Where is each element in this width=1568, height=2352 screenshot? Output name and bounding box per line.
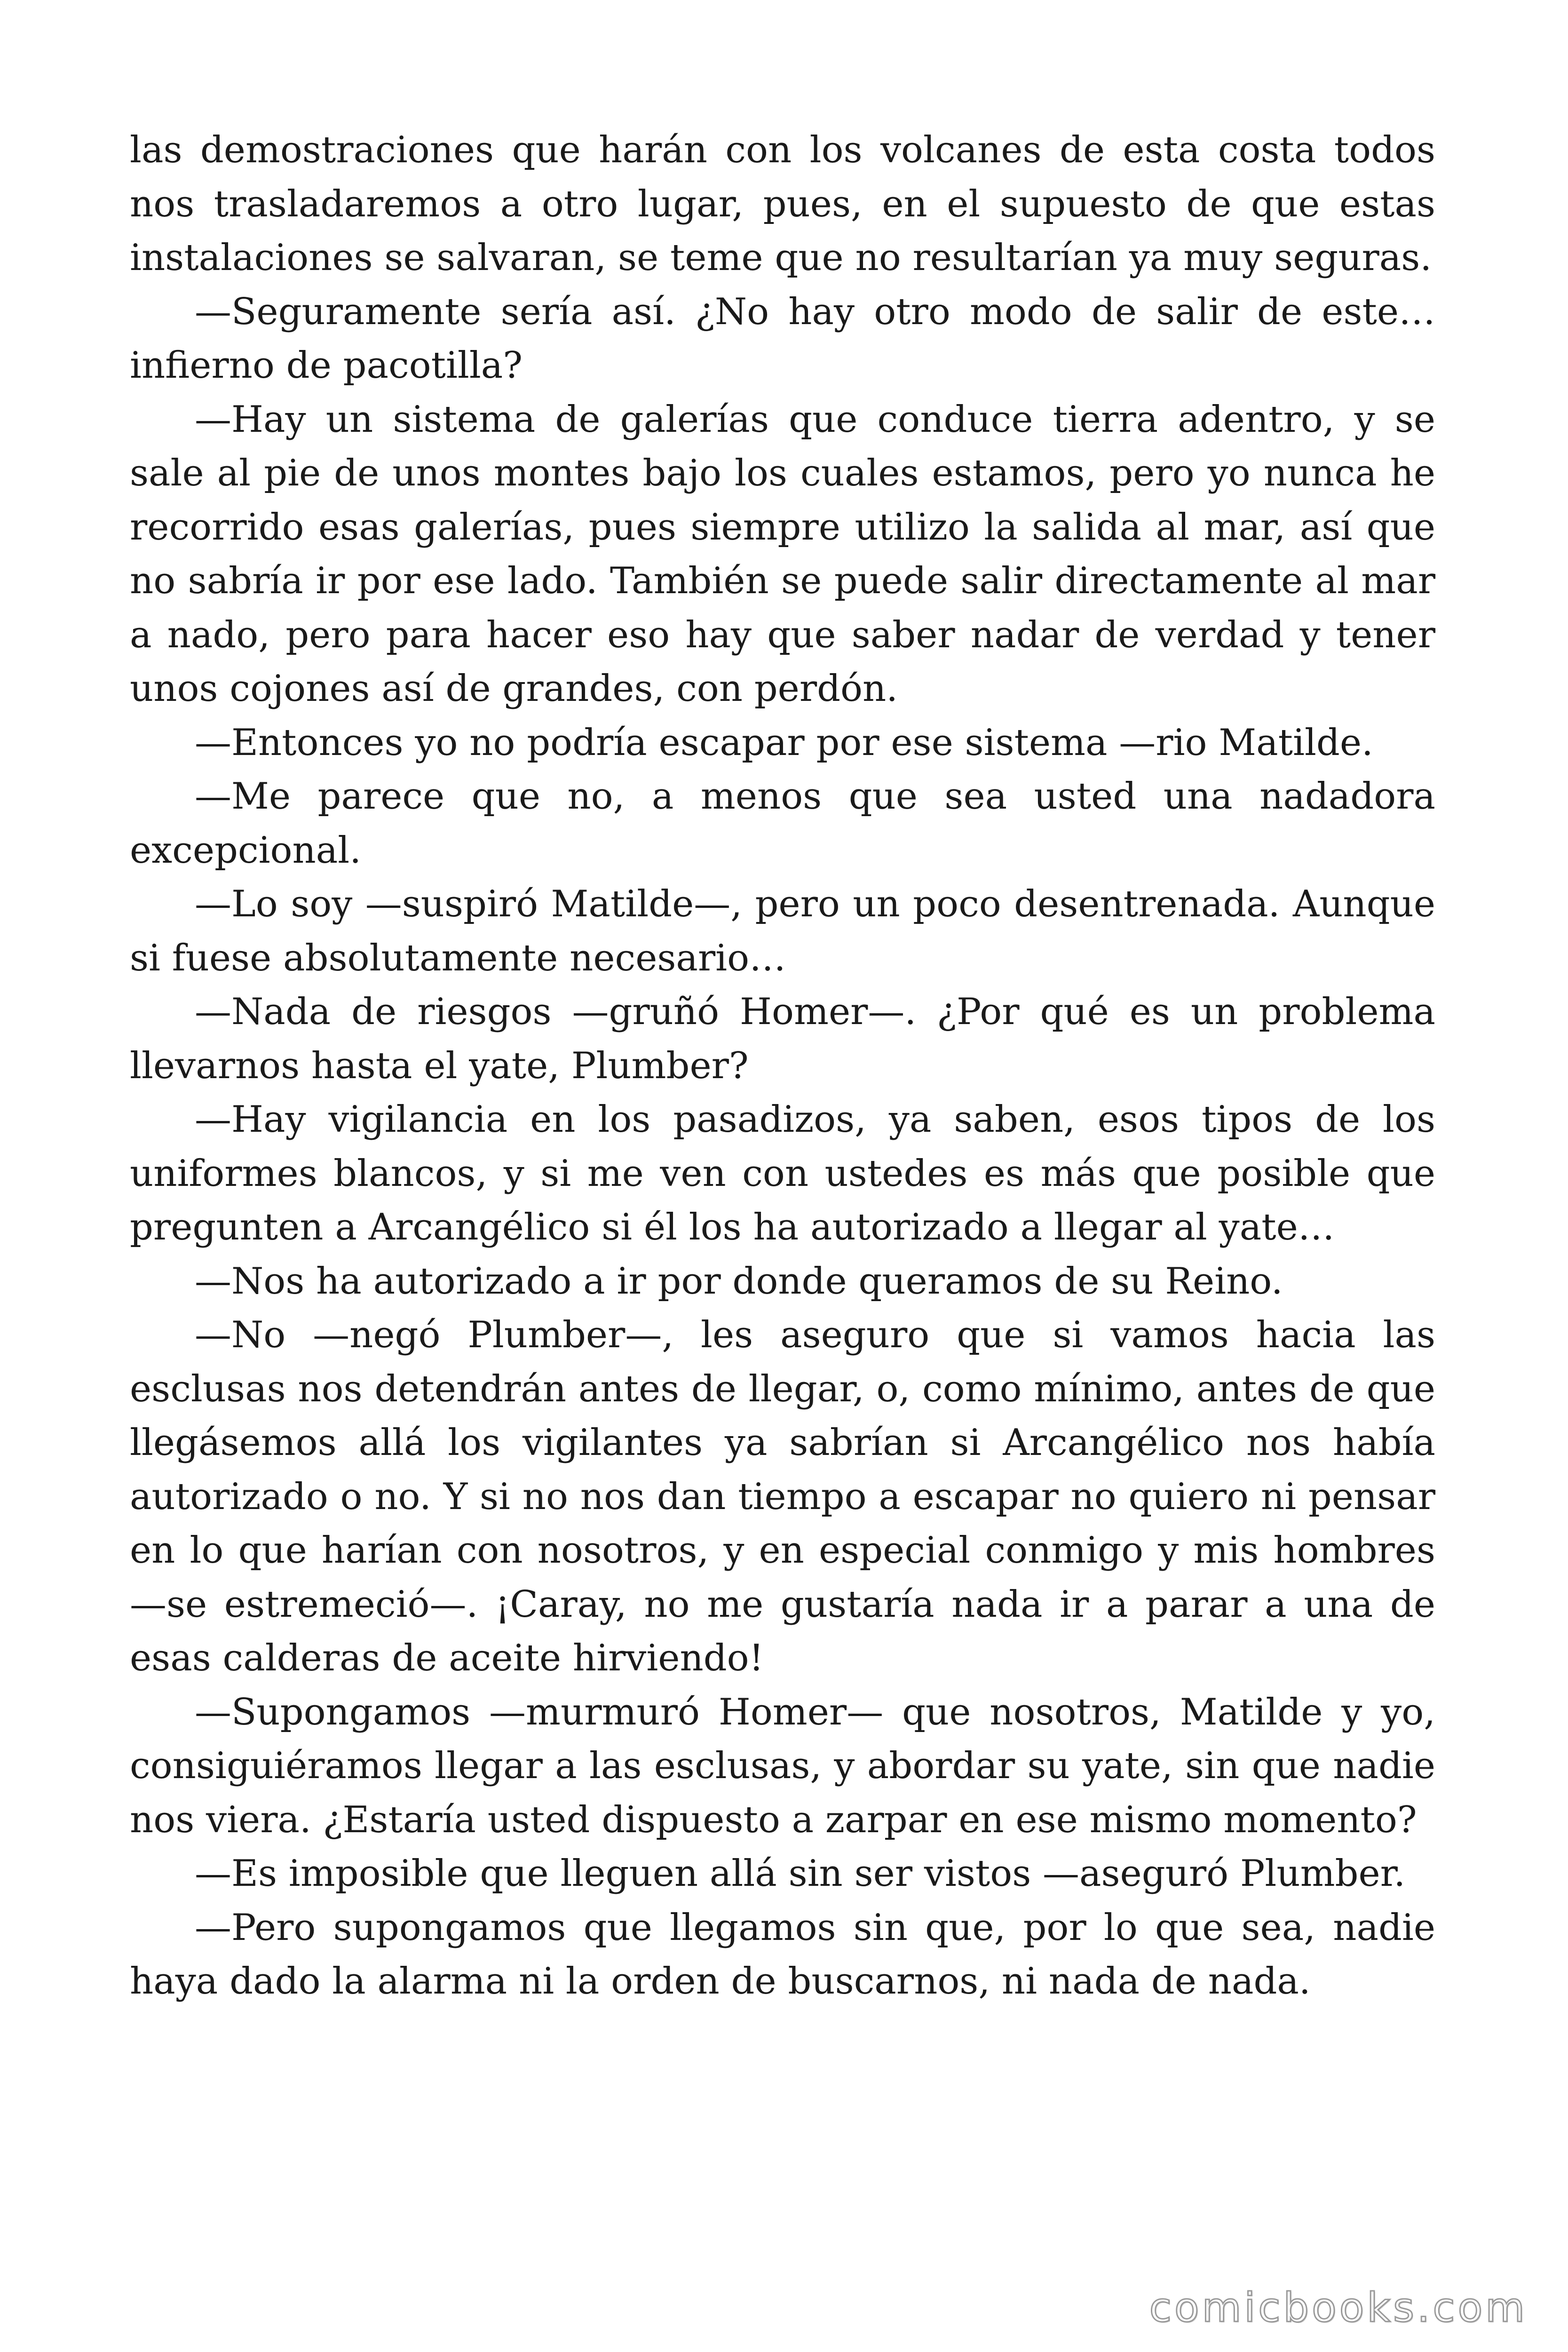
paragraph: —Me parece que no, a menos que sea usted una nadadora excepcional. [130, 775, 1435, 872]
paragraph: —No —negó Plumber—, les aseguro que si vamos hacia las esclusas nos detendrán antes de llegar, o, como mínimo, antes de que llegásemos allá los vigilantes ya sabrían si Arcangélico nos había autorizado o no. Y si no nos dan tiempo a escapar no quiero ni pensar en lo que harían con nosotros, y en especial conmigo y mis hombres —se estremeció—. ¡Caray, no me gustaría nada ir a parar a una de esas calderas de aceite hirviendo! [130, 1314, 1435, 1679]
body-text [130, 123, 1435, 2009]
paragraph: —Nada de riesgos —gruñó Homer—. ¿Por qué es un problema llevarnos hasta el yate, Plumber? [130, 991, 1435, 1087]
paragraph: —Entonces yo no podría escapar por ese sistema —rio Matilde. [195, 721, 1373, 764]
paragraph: —Pero supongamos que llegamos sin que, por lo que sea, nadie haya dado la alarma ni la orden de buscarnos, ni nada de nada. [130, 1906, 1435, 2002]
paragraph: —Es imposible que lleguen allá sin ser vistos —aseguró Plumber. [195, 1852, 1406, 1895]
watermark: comicbooks.com [1149, 2284, 1528, 2331]
paragraph: —Hay vigilancia en los pasadizos, ya saben, esos tipos de los uniformes blancos, y si me ven con ustedes es más que posible que pregunten a Arcangélico si él los ha autorizado a llegar al yate… [130, 1098, 1435, 1248]
paragraph: —Lo soy —suspiró Matilde—, pero un poco desentrenada. Aunque si fuese absolutamente necesario… [130, 883, 1435, 979]
paragraph: —Hay un sistema de galerías que conduce tierra adentro, y se sale al pie de unos montes bajo los cuales estamos, pero yo nunca he recorrido esas galerías, pues siempre utilizo la salida al mar, así que no sabría ir por ese lado. También se puede salir directamente al mar a nado, pero para hacer eso hay que saber nadar de verdad y tener unos cojones así de grandes, con perdón. [130, 398, 1435, 710]
paragraph: —Seguramente sería así. ¿No hay otro modo de salir de este… infierno de pacotilla? [130, 290, 1435, 387]
paragraph: las demostraciones que harán con los volcanes de esta costa todos nos trasladaremos a otro lugar, pues, en el supuesto de que estas instalaciones se salvaran, se teme que no resultarían ya muy seguras. [130, 129, 1435, 279]
paragraph: —Nos ha autorizado a ir por donde queramos de su Reino. [195, 1260, 1283, 1303]
paragraph: —Supongamos —murmuró Homer— que nosotros, Matilde y yo, consiguiéramos llegar a las esclusas, y abordar su yate, sin que nadie nos viera. ¿Estaría usted dispuesto a zarpar en ese mismo momento? [130, 1691, 1435, 1841]
